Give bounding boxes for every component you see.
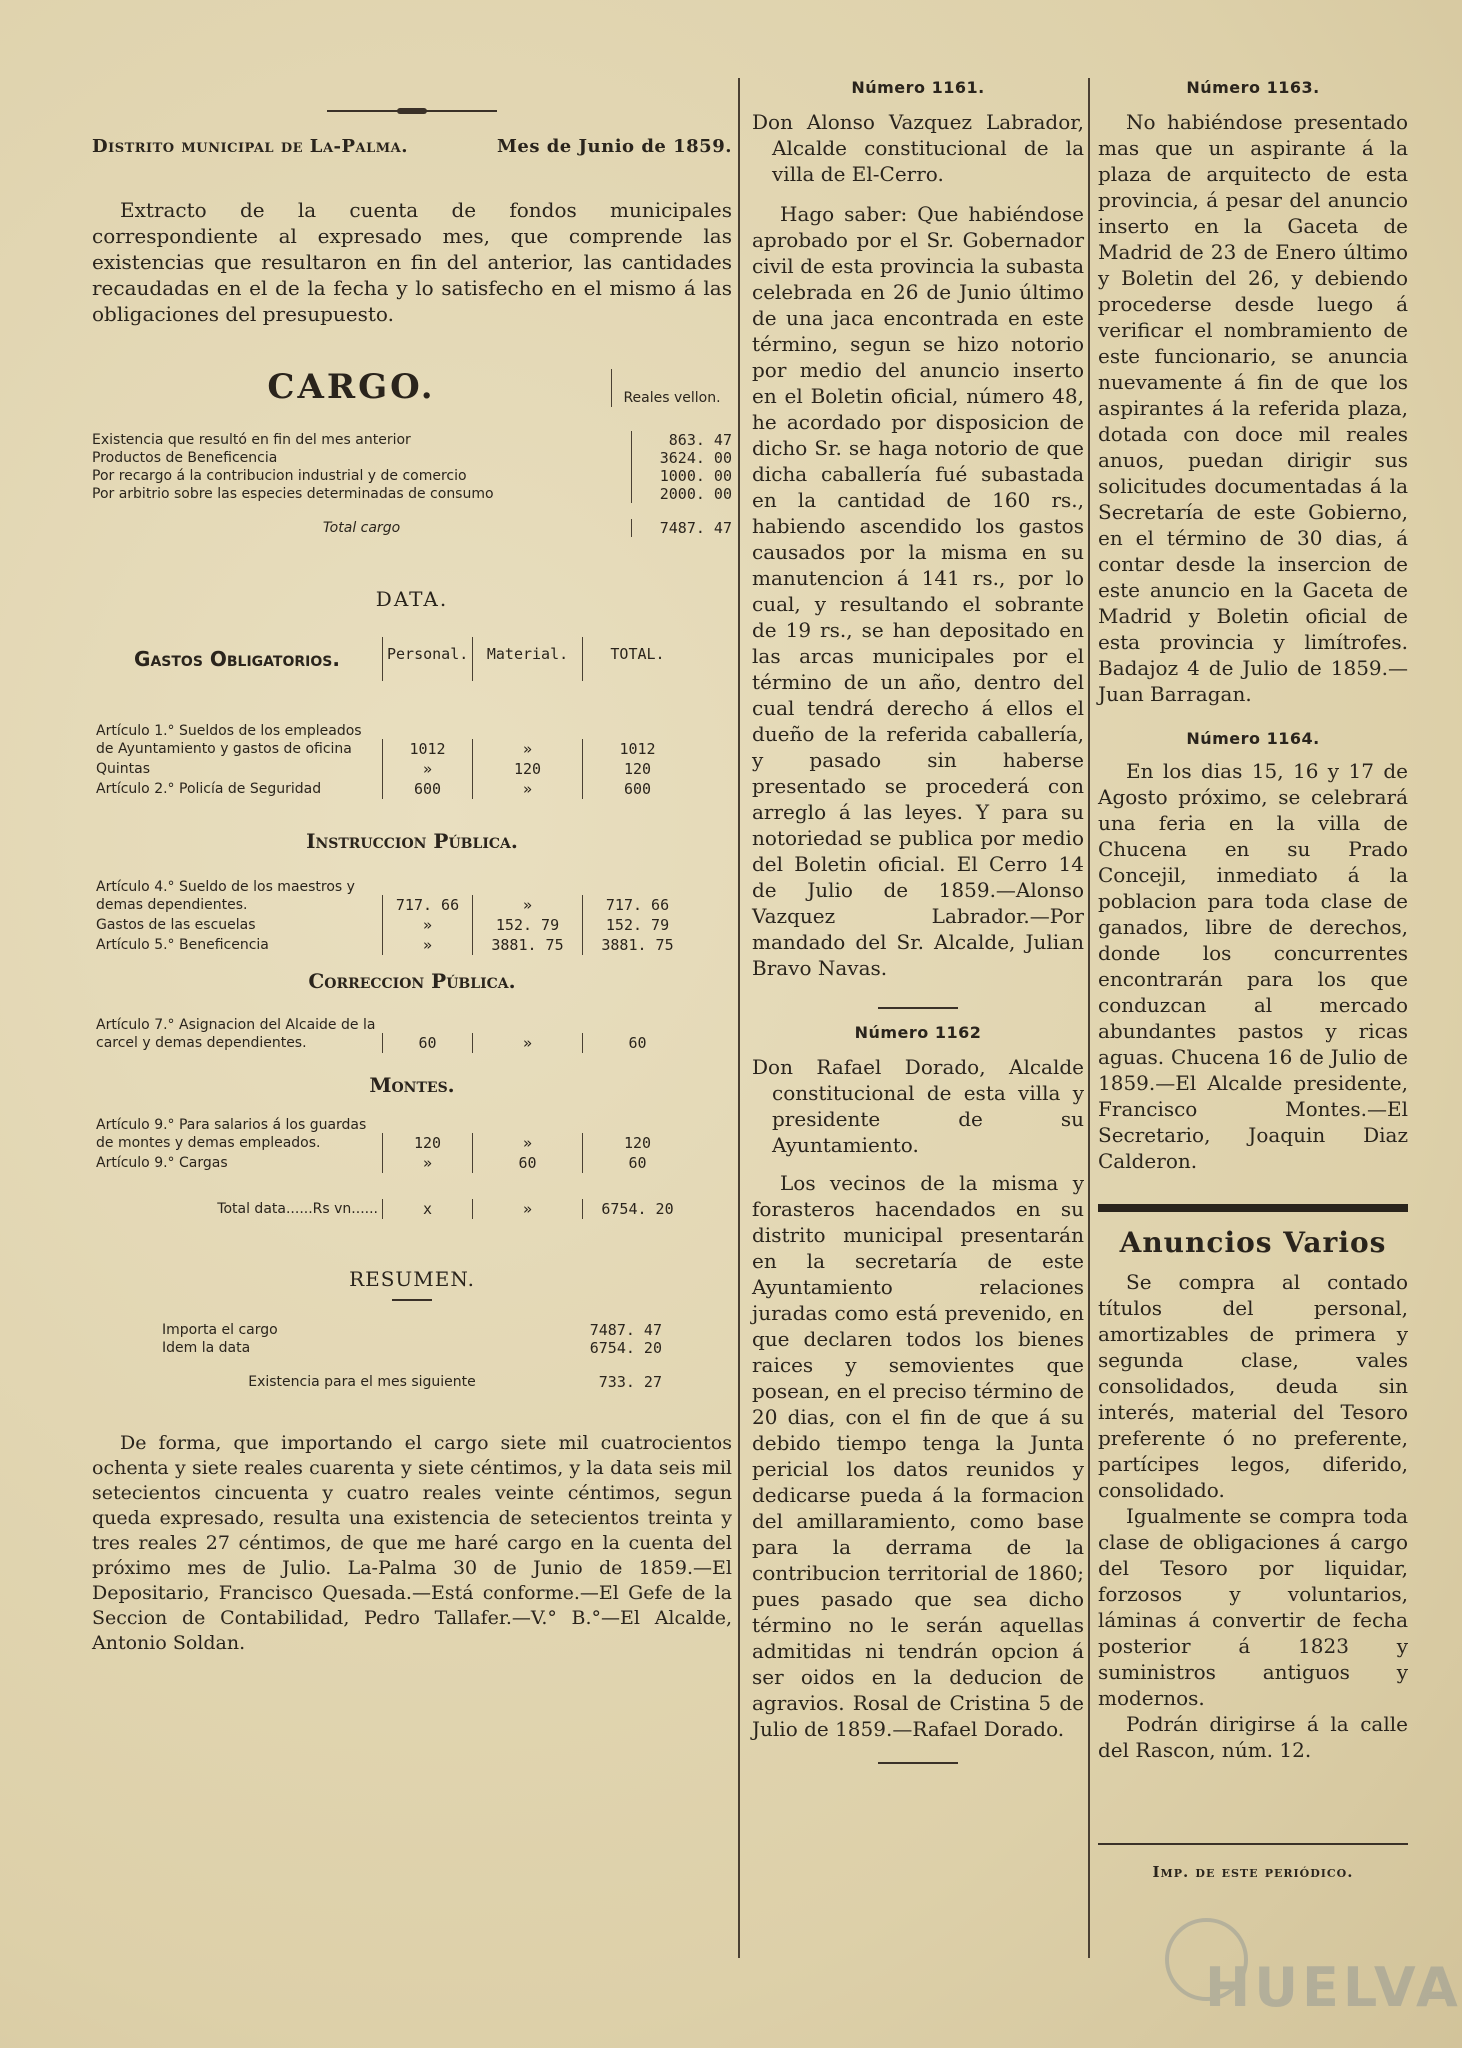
data-row-total: 600 [582, 779, 692, 799]
month-title: Mes de Junio de 1859. [496, 136, 732, 157]
gastos-title: Gastos Obligatorios. [134, 647, 340, 671]
district-title: Distrito municipal de La-Palma. [92, 136, 409, 157]
data-row-label: Quintas [96, 761, 151, 777]
data-row-personal: 1012 [382, 739, 472, 759]
data-row-personal: » [382, 935, 472, 955]
data-row-material: 120 [472, 759, 582, 779]
cargo-value: 1000. 00 [631, 467, 732, 485]
data-row-label: Artículo 9.° Cargas [96, 1155, 228, 1171]
data-row-label: Gastos de las escuelas [96, 917, 256, 933]
resumen-table [162, 1321, 662, 1391]
total-data-label: Total data......Rs vn...... [217, 1201, 378, 1217]
cargo-row [92, 431, 732, 449]
data-row-material: 152. 79 [472, 915, 582, 935]
anuncios-title: Anuncios Varios [1119, 1226, 1387, 1259]
data-row [92, 1015, 732, 1053]
resumen-cargo-value: 7487. 47 [589, 1321, 662, 1339]
column-notices [1098, 78, 1408, 1881]
data-row-personal: 717. 66 [382, 895, 472, 915]
data-row-material: » [472, 1033, 582, 1053]
data-row [92, 1153, 732, 1173]
data-row-total: 1012 [582, 739, 692, 759]
data-row [92, 877, 732, 915]
divider-1161 [878, 1007, 958, 1009]
data-row-label: Artículo 1.° Sueldos de los empleados de Ayuntamiento y gastos de oficina [96, 723, 362, 757]
anuncio-direccion: Podrán dirigirse á la calle del Rascon, núm. 12. [1098, 1712, 1408, 1762]
cargo-value: 863. 47 [631, 431, 732, 449]
resumen-data-value: 6754. 20 [589, 1339, 662, 1357]
resumen-cargo-label: Importa el cargo [162, 1322, 278, 1338]
correccion-rows [92, 1015, 732, 1053]
cargo-column-header: Reales vellon. [611, 369, 732, 407]
total-data-personal: x [382, 1199, 472, 1219]
imprint: Imp. de este periódico. [1152, 1863, 1354, 1881]
anuncios-rule [1098, 1204, 1408, 1212]
correccion-title: Correccion Pública. [308, 969, 516, 993]
data-row-material: 3881. 75 [472, 935, 582, 955]
data-row-total: 3881. 75 [582, 935, 692, 955]
cargo-label: Por recargo á la contribucion industrial y de comercio [92, 468, 467, 484]
anuncio-compra: Se compra al contado títulos del personal, amortizables de primera y segunda clase, vales consolidados, deuda sin interés, material del Tesoro preferente ó no preferente, partícipes legos, diferido, consolidado. [1098, 1270, 1408, 1502]
data-row-material: » [472, 739, 582, 759]
montes-title: Montes. [369, 1073, 455, 1097]
data-row-label: Artículo 5.° Beneficencia [96, 937, 269, 953]
total-data-value: 6754. 20 [582, 1199, 692, 1219]
watermark-text: HUELVA [1205, 1956, 1462, 2019]
data-row [92, 915, 732, 935]
data-row-personal: 120 [382, 1133, 472, 1153]
archive-watermark [1065, 1898, 1462, 2028]
number-1161: Número 1161. [851, 78, 985, 97]
instruccion-rows [92, 877, 732, 955]
data-row-total: 120 [582, 759, 692, 779]
total-data-material: » [472, 1199, 582, 1219]
data-row-total: 152. 79 [582, 915, 692, 935]
edict-1162-body: Los vecinos de la misma y forasteros hacendados en su distrito municipal presentarán en la secretaría de este Ayuntamiento relaciones juradas como está prevenido, en que declaren todos los bienes raices y semovientes que posean, en el preciso término de 20 dias, con el fin de que á su debido tiempo tenga la Junta pericial los datos reunidos y dedicarse pueda á la formacion del amillaramiento, como base para la derrama de la contribucion territorial de 1860; pues pasado que sea dicho término no le serán aquellas admitidas ni tendrán opcion á ser oidos en la deducion de agravios. Rosal de Cristina 5 de Julio de 1859.—Rafael Dorado. [752, 1171, 1084, 1741]
data-table-header [92, 637, 732, 681]
data-row-personal: » [382, 1153, 472, 1173]
cargo-table [92, 431, 732, 503]
column-rule-right [1088, 78, 1090, 1958]
extract-paragraph: Extracto de la cuenta de fondos municipales correspondiente al expresado mes, que comprende las existencias que resultaron en fin del anterior, las cantidades recaudadas en el de la fecha y lo satisfecho en el mismo á las obligaciones del presupuesto. [92, 198, 732, 326]
anuncio-obligaciones: Igualmente se compra toda clase de obligaciones á cargo del Tesoro por liquidar, forzosos y voluntarios, láminas á convertir de fecha posterior á 1823 y suministros antiguos y modernos. [1098, 1504, 1408, 1710]
resumen-rule [392, 1299, 432, 1301]
notice-1164-body: En los dias 15, 16 y 17 de Agosto próximo, se celebrará una feria en la villa de Chucena en su Prado Concejil, inmediato á la poblacion para toda clase de ganados, libre de derechos, donde los concurrentes encontrarán para los que conduzcan al mercado abundantes pastos y ricas aguas. Chucena 16 de Julio de 1859.—El Alcalde presidente, Francisco Montes.—El Secretario, Joaquin Diaz Calderon. [1098, 759, 1408, 1173]
cargo-label: Existencia que resultó en fin del mes anterior [92, 432, 411, 448]
number-1162: Número 1162 [854, 1023, 982, 1042]
resumen-existencia-label: Existencia para el mes siguiente [248, 1374, 476, 1390]
data-row [92, 759, 732, 779]
account-header [92, 136, 732, 157]
data-row-personal: 600 [382, 779, 472, 799]
total-data-row [92, 1199, 732, 1219]
col-total-header: TOTAL. [582, 637, 692, 681]
data-row [92, 721, 732, 759]
data-row-label: Artículo 9.° Para salarios á los guardas de montes y demas empleados. [96, 1117, 367, 1151]
montes-rows [92, 1115, 732, 1173]
divider-1162 [878, 1762, 958, 1764]
cargo-value: 3624. 00 [631, 449, 732, 467]
data-row-material: » [472, 779, 582, 799]
edict-1161-body: Hago saber: Que habiéndose aprobado por el Sr. Gobernador civil de esta provincia la subasta celebrada en 26 de Junio último de una jaca encontrada en este término, segun se hizo notorio por medio del anuncio inserto en el Boletin oficial, número 48, he acordado por disposicion de dicho Sr. se haga notorio de que dicha caballería fué subastada en la cantidad de 160 rs., habiendo ascendido los gastos causados por la misma en su manutencion á 141 rs., por lo cual, y resultando el sobrante de 19 rs., se han depositado en las arcas municipales por el término de un año, dentro del cual tendrá derecho á ellos el dueño de la referida caballería, y pasado sin haberse presentado se procederá con arreglo á las leyes. Y para su notoriedad se publica por medio del Boletin oficial. El Cerro 14 de Julio de 1859.—Alonso Vazquez Labrador.—Por mandado del Sr. Alcalde, Julian Bravo Navas. [752, 202, 1084, 980]
cargo-header [92, 367, 732, 407]
resumen-data-label: Idem la data [162, 1340, 251, 1356]
closing-paragraph: De forma, que importando el cargo siete mil cuatrocientos ochenta y siete reales cuarenta y siete céntimos, y la data seis mil setecientos cincuenta y cuatro reales veinte céntimos, segun queda expresado, resulta una existencia de setecientos treinta y tres reales 27 céntimos, de que me haré cargo en la cuenta del próximo mes de Julio. La-Palma 30 de Junio de 1859.—El Depositario, Francisco Quesada.—Está conforme.—El Gefe de la Seccion de Contabilidad, Pedro Tallafer.—V.° B.°—El Alcalde, Antonio Soldan. [92, 1432, 732, 1654]
data-row-label: Artículo 4.° Sueldo de los maestros y demas dependientes. [96, 879, 355, 913]
col-personal-header: Personal. [382, 637, 472, 681]
edict-1161-heading: Don Alonso Vazquez Labrador, Alcalde constitucional de la villa de El-Cerro. [752, 110, 1084, 186]
data-row [92, 779, 732, 799]
column-accounts [92, 78, 732, 1656]
data-row-personal: » [382, 915, 472, 935]
instruccion-title: Instruccion Pública. [306, 829, 518, 853]
data-title: DATA. [375, 587, 449, 611]
total-cargo-label: Total cargo [322, 520, 401, 536]
cargo-row [92, 485, 732, 503]
data-row [92, 1115, 732, 1153]
data-row-personal: 60 [382, 1033, 472, 1053]
number-1163: Número 1163. [1186, 78, 1320, 97]
imprint-rule [1098, 1843, 1408, 1845]
data-row-material: » [472, 1133, 582, 1153]
data-row-label: Artículo 2.° Policía de Seguridad [96, 781, 322, 797]
cargo-label: Productos de Beneficencia [92, 450, 278, 466]
data-row-total: 120 [582, 1133, 692, 1153]
data-row-label: Artículo 7.° Asignacion del Alcaide de la carcel y demas dependientes. [96, 1017, 376, 1051]
cargo-row [92, 449, 732, 467]
gastos-rows [92, 721, 732, 799]
column-rule-left [738, 78, 740, 1958]
cargo-row [92, 467, 732, 485]
data-row-total: 60 [582, 1153, 692, 1173]
resumen-existencia-value: 733. 27 [598, 1373, 662, 1391]
cargo-value: 2000. 00 [631, 485, 732, 503]
number-1164: Número 1164. [1186, 729, 1320, 748]
data-row-total: 60 [582, 1033, 692, 1053]
cargo-label: Por arbitrio sobre las especies determinadas de consumo [92, 486, 494, 502]
col-material-header: Material. [472, 637, 582, 681]
data-row-personal: » [382, 759, 472, 779]
data-row-material: » [472, 895, 582, 915]
total-cargo-value: 7487. 47 [631, 519, 732, 537]
data-row [92, 935, 732, 955]
data-row-total: 717. 66 [582, 895, 692, 915]
edict-1162-heading: Don Rafael Dorado, Alcalde constitucional de esta villa y presidente de su Ayuntamiento. [752, 1055, 1084, 1157]
data-row-material: 60 [472, 1153, 582, 1173]
cargo-title: CARGO. [267, 367, 436, 407]
resumen-title: RESUMEN. [349, 1267, 475, 1291]
ornament-divider [327, 108, 497, 114]
column-edicts [752, 78, 1084, 1772]
notice-1163-body: No habiéndose presentado mas que un aspirante á la plaza de arquitecto de esta provincia, á pesar del anuncio inserto en la Gaceta de Madrid de 23 de Enero último y Boletin del 26, y debiendo procederse desde luego á verificar el nombramiento de este funcionario, se anuncia nuevamente á fin de que los aspirantes á la referida plaza, dotada con doce mil reales anuos, puedan dirigir sus solicitudes documentadas á la Secretaría de este Gobierno, en el término de 30 dias, á contar desde la insercion de este anuncio en la Gaceta de Madrid y Boletin oficial de esta provincia y limítrofes. Badajoz 4 de Julio de 1859.—Juan Barragan. [1098, 110, 1408, 706]
total-cargo-row [92, 519, 732, 537]
